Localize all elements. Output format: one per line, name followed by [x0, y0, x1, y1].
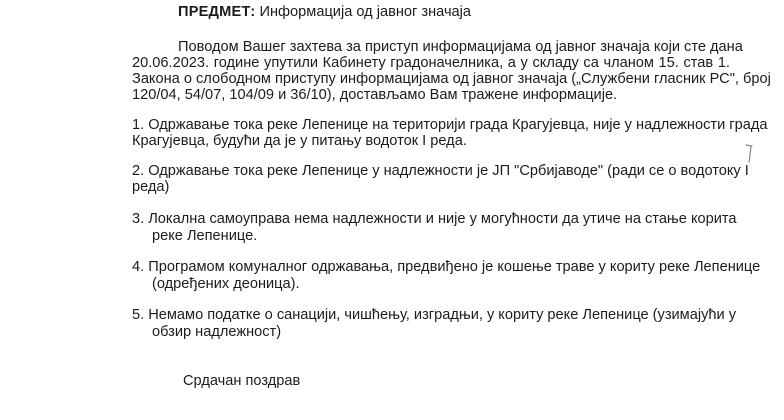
intro-line-2: 20.06.2023. године упутили Кабинету градоначелника, а у складу са чланом 15. став 1. [132, 55, 730, 71]
subject-text: Информација од јавног значаја [259, 4, 472, 20]
item-5-line-2: обзир надлежност) [152, 324, 282, 340]
intro-line-4: 120/04, 54/07, 104/09 и 36/10), достављамо Вам тражене информације. [132, 87, 618, 103]
subject-line [178, 4, 471, 21]
item-5-line-1: 5. Немамо податке о санацији, чишћењу, изградњи, у кориту реке Лепенице (узимајући у [132, 307, 736, 323]
closing-greeting: Срдачан поздрав [183, 373, 301, 389]
item-3-line-2: реке Лепенице. [152, 228, 258, 244]
item-2-line-1: 2. Одржавање тока реке Лепенице у надлежности је ЈП "Србијаводе" (ради се о водотоку I [132, 163, 749, 179]
intro-line-1: Поводом Вашег захтева за приступ информацијама од јавног значаја који сте дана [178, 39, 743, 55]
intro-line-3: Закона о слободном приступу информацијама од јавног значаја („Службени гласник РС", број [132, 71, 771, 87]
subject-label: ПРЕДМЕТ: [178, 4, 256, 20]
item-1-line-2: Крагујевца, будући да је у питању водоток I реда. [132, 133, 467, 149]
item-2-line-2: реда) [132, 179, 170, 195]
item-4-line-1: 4. Програмом комуналног одржавања, предвиђено је кошење траве у кориту реке Лепенице [132, 259, 761, 275]
item-3-line-1: 3. Локална самоуправа нема надлежности и није у могућности да утиче на стање корита [132, 211, 737, 227]
item-1-line-1: 1. Одржавање тока реке Лепенице на територији града Крагујевца, није у надлежности града [132, 117, 768, 133]
item-4-line-2: (одређених деоница). [152, 276, 300, 292]
pen-mark-icon [744, 143, 754, 165]
